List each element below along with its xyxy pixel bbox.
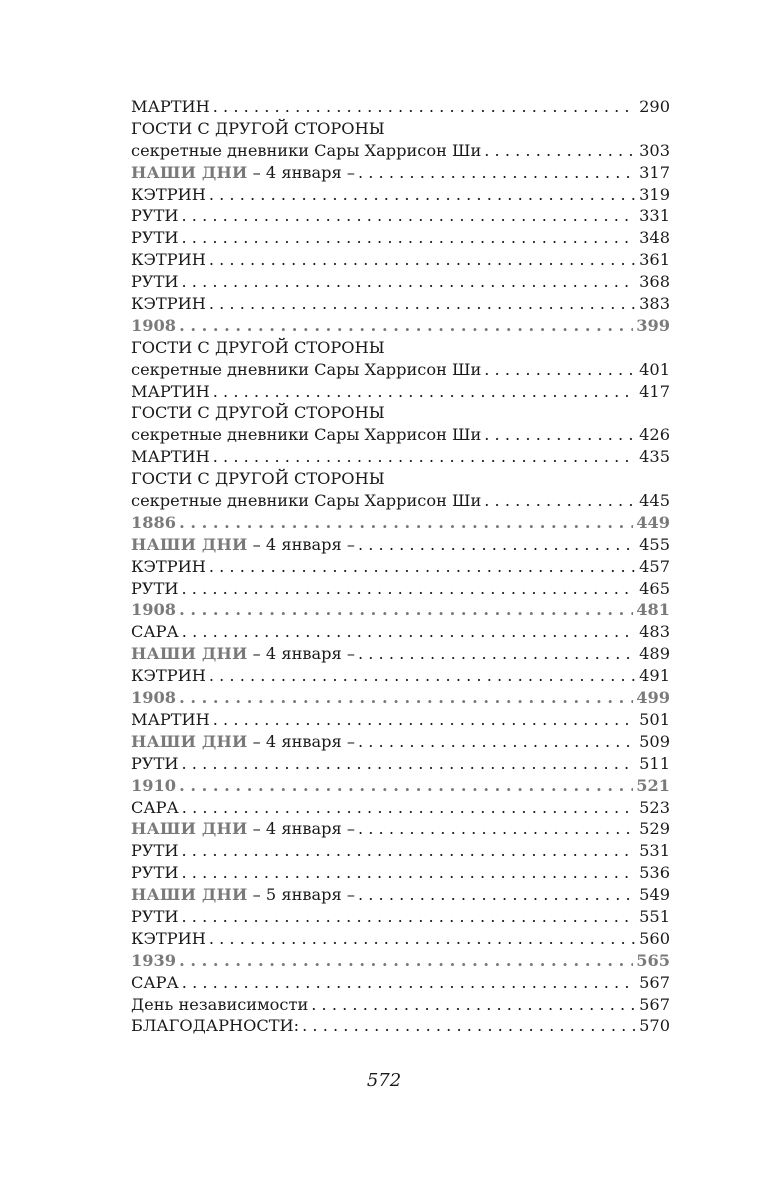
toc-entry-text: секретные дневники Сары Харрисон Ши: [131, 140, 482, 160]
toc-entry-lead: НАШИ ДНИ: [131, 162, 248, 182]
toc-entry: [131, 687, 670, 709]
toc-entry-title: [131, 599, 176, 621]
toc-entry-title: [131, 797, 179, 819]
toc-entry-page: 549: [639, 885, 670, 905]
toc-leader-dots: [209, 928, 636, 950]
toc-entry-text: – 4 января –: [247, 819, 355, 839]
toc-entry-text: 1908: [131, 600, 177, 620]
toc-entry: [131, 884, 670, 906]
toc-entry-page: 501: [639, 709, 670, 729]
toc-entry: [131, 599, 670, 621]
toc-entry: [131, 840, 670, 862]
toc-entry-text: – 4 января –: [247, 731, 355, 751]
toc-entry: [131, 1015, 670, 1037]
toc-entry-page: 536: [639, 863, 670, 883]
toc-entry: [131, 972, 670, 994]
toc-entry: [131, 249, 670, 271]
toc-entry: [131, 818, 670, 840]
toc-leader-dots: [358, 818, 636, 840]
toc-entry-page: 499: [636, 688, 670, 708]
toc-entry-title: [131, 118, 385, 140]
toc-entry-text: ГОСТИ С ДРУГОЙ СТОРОНЫ: [131, 337, 385, 357]
toc-entry: [131, 359, 670, 381]
toc-entry-title: [131, 578, 179, 600]
toc-entry-page: 399: [636, 315, 670, 335]
toc-entry-page: 417: [639, 381, 670, 401]
toc-entry: [131, 227, 670, 249]
toc-entry: [131, 556, 670, 578]
toc-leader-dots: [182, 621, 636, 643]
toc-entry-text: КЭТРИН: [131, 666, 206, 686]
toc-entry-text: МАРТИН: [131, 381, 210, 401]
toc-entry-text: КЭТРИН: [131, 928, 206, 948]
page-number: 572: [366, 1070, 402, 1091]
toc-entry: [131, 709, 670, 731]
toc-leader-dots: [179, 950, 633, 972]
toc-entry-text: ГОСТИ С ДРУГОЙ СТОРОНЫ: [131, 403, 385, 423]
toc-entry-text: 1910: [131, 775, 177, 795]
toc-leader-dots: [358, 643, 636, 665]
toc-entry: [131, 731, 670, 753]
toc-entry-title: [131, 534, 355, 556]
toc-entry: [131, 184, 670, 206]
toc-entry-text: МАРТИН: [131, 97, 210, 116]
toc-entry-lead: НАШИ ДНИ: [131, 819, 248, 839]
toc-entry-page: 401: [639, 359, 670, 379]
toc-entry: [131, 950, 670, 972]
toc-leader-dots: [209, 249, 636, 271]
toc-leader-dots: [182, 227, 637, 249]
toc-entry-page: 361: [639, 250, 670, 270]
toc-entry-text: – 4 января –: [247, 162, 355, 182]
toc-entry-title: [131, 424, 481, 446]
toc-entry: [131, 162, 670, 184]
toc-entry-title: [131, 468, 385, 490]
toc-leader-dots: [358, 162, 636, 184]
toc-entry-text: День независимости: [131, 994, 309, 1014]
toc-entry-lead: НАШИ ДНИ: [131, 885, 248, 905]
toc-leader-dots: [213, 381, 636, 403]
toc-entry-text: – 4 января –: [247, 534, 355, 554]
toc-entry-text: ГОСТИ С ДРУГОЙ СТОРОНЫ: [131, 469, 385, 489]
toc-leader-dots: [209, 184, 636, 206]
toc-entry-page: 348: [639, 228, 670, 248]
toc-entry-title: [131, 709, 210, 731]
toc-entry: [131, 862, 670, 884]
toc-entry-page: 435: [639, 447, 670, 467]
toc-entry-page: 303: [639, 140, 670, 160]
toc-leader-dots: [358, 884, 636, 906]
toc-entry: [131, 96, 670, 118]
toc-entry-title: [131, 293, 206, 315]
toc-leader-dots: [179, 599, 633, 621]
toc-leader-dots: [302, 1015, 636, 1037]
toc-entry-title: [131, 753, 179, 775]
toc-entry: [131, 534, 670, 556]
toc-entry-page: 551: [639, 906, 670, 926]
table-of-contents: [131, 96, 670, 1037]
toc-leader-dots: [213, 96, 636, 118]
toc-entry-page: 317: [639, 162, 670, 182]
toc-entry-title: [131, 249, 206, 271]
toc-entry-text: МАРТИН: [131, 709, 210, 729]
toc-entry: [131, 337, 670, 359]
toc-entry-text: КЭТРИН: [131, 250, 206, 270]
toc-entry-page: 426: [639, 425, 670, 445]
toc-entry-title: [131, 381, 210, 403]
toc-leader-dots: [179, 687, 633, 709]
toc-entry-page: 368: [639, 272, 670, 292]
toc-entry-page: 567: [639, 972, 670, 992]
toc-entry-text: ГОСТИ С ДРУГОЙ СТОРОНЫ: [131, 118, 385, 138]
toc-entry-title: [131, 337, 385, 359]
toc-entry-title: [131, 906, 179, 928]
toc-entry-title: [131, 490, 481, 512]
toc-entry: [131, 315, 670, 337]
toc-entry: [131, 665, 670, 687]
toc-entry-title: [131, 687, 176, 709]
toc-entry-text: РУТИ: [131, 228, 179, 248]
toc-entry-text: 1908: [131, 315, 177, 335]
toc-leader-dots: [182, 906, 637, 928]
toc-entry: [131, 446, 670, 468]
toc-entry: [131, 643, 670, 665]
toc-entry-text: САРА: [131, 797, 179, 817]
toc-leader-dots: [182, 840, 637, 862]
toc-entry-text: БЛАГОДАРНОСТИ:: [131, 1016, 300, 1036]
toc-entry-title: [131, 950, 176, 972]
toc-leader-dots: [182, 797, 636, 819]
toc-entry-text: секретные дневники Сары Харрисон Ши: [131, 359, 482, 379]
toc-entry: [131, 424, 670, 446]
toc-entry-title: [131, 184, 206, 206]
toc-entry-text: секретные дневники Сары Харрисон Ши: [131, 491, 482, 511]
toc-leader-dots: [358, 534, 636, 556]
toc-leader-dots: [484, 140, 636, 162]
toc-entry: [131, 994, 670, 1016]
toc-entry-page: 509: [639, 731, 670, 751]
toc-entry-lead: НАШИ ДНИ: [131, 644, 248, 664]
toc-entry: [131, 402, 670, 424]
toc-entry-page: 531: [639, 841, 670, 861]
toc-entry-text: 1908: [131, 688, 177, 708]
toc-entry: [131, 118, 670, 140]
toc-leader-dots: [182, 578, 637, 600]
toc-entry-page: 560: [639, 928, 670, 948]
toc-entry-text: РУТИ: [131, 578, 179, 598]
toc-entry-title: [131, 227, 179, 249]
toc-entry-page: 331: [639, 206, 670, 226]
toc-entry: [131, 928, 670, 950]
toc-entry: [131, 205, 670, 227]
toc-leader-dots: [358, 731, 636, 753]
toc-entry-text: КЭТРИН: [131, 556, 206, 576]
toc-entry-page: 570: [639, 1016, 670, 1036]
toc-entry: [131, 512, 670, 534]
toc-entry-title: [131, 140, 481, 162]
toc-entry: [131, 753, 670, 775]
toc-entry-page: 567: [639, 994, 670, 1014]
toc-entry-page: 449: [636, 512, 670, 532]
toc-entry: [131, 140, 670, 162]
toc-leader-dots: [182, 972, 636, 994]
toc-leader-dots: [179, 512, 633, 534]
toc-entry: [131, 271, 670, 293]
toc-leader-dots: [484, 424, 636, 446]
toc-entry-title: [131, 928, 206, 950]
toc-entry-page: 511: [639, 753, 670, 773]
toc-entry-text: САРА: [131, 972, 179, 992]
toc-entry-title: [131, 994, 308, 1016]
toc-entry-title: [131, 271, 179, 293]
toc-leader-dots: [311, 994, 636, 1016]
toc-entry-page: 457: [639, 556, 670, 576]
toc-entry: [131, 775, 670, 797]
toc-leader-dots: [182, 753, 637, 775]
toc-entry: [131, 381, 670, 403]
toc-entry-page: 521: [636, 775, 670, 795]
toc-entry: [131, 490, 670, 512]
toc-entry-text: КЭТРИН: [131, 184, 206, 204]
toc-entry-text: КЭТРИН: [131, 294, 206, 314]
toc-entry-title: [131, 359, 481, 381]
toc-leader-dots: [213, 709, 636, 731]
toc-entry-title: [131, 731, 355, 753]
toc-entry: [131, 468, 670, 490]
toc-entry-title: [131, 315, 176, 337]
toc-entry: [131, 906, 670, 928]
toc-entry: [131, 797, 670, 819]
toc-entry-title: [131, 972, 179, 994]
toc-entry-page: 445: [639, 491, 670, 511]
toc-entry-text: РУТИ: [131, 753, 179, 773]
toc-entry-lead: НАШИ ДНИ: [131, 731, 248, 751]
toc-entry-text: – 5 января –: [247, 885, 355, 905]
toc-entry-title: [131, 775, 176, 797]
toc-entry: [131, 293, 670, 315]
toc-entry-title: [131, 402, 385, 424]
toc-entry-page: 481: [636, 600, 670, 620]
toc-entry-title: [131, 205, 179, 227]
toc-entry-page: 523: [639, 797, 670, 817]
toc-entry-text: МАРТИН: [131, 447, 210, 467]
toc-leader-dots: [209, 665, 636, 687]
toc-entry-page: 319: [639, 184, 670, 204]
toc-entry-text: – 4 января –: [247, 644, 355, 664]
toc-entry-text: 1939: [131, 950, 177, 970]
toc-leader-dots: [484, 359, 636, 381]
toc-entry-page: 383: [639, 294, 670, 314]
toc-entry-page: 483: [639, 622, 670, 642]
toc-entry-page: 491: [639, 666, 670, 686]
toc-entry-text: секретные дневники Сары Харрисон Ши: [131, 425, 482, 445]
toc-entry-title: [131, 862, 179, 884]
toc-entry-title: [131, 96, 210, 118]
toc-entry-page: 529: [639, 819, 670, 839]
toc-entry-page: 455: [639, 534, 670, 554]
toc-leader-dots: [213, 446, 636, 468]
toc-entry-text: РУТИ: [131, 272, 179, 292]
toc-entry: [131, 621, 670, 643]
toc-leader-dots: [484, 490, 636, 512]
toc-entry-text: САРА: [131, 622, 179, 642]
toc-entry-text: РУТИ: [131, 206, 179, 226]
toc-entry-page: 565: [636, 950, 670, 970]
toc-entry-title: [131, 818, 355, 840]
toc-entry-title: [131, 643, 355, 665]
toc-entry-title: [131, 884, 355, 906]
toc-entry-text: РУТИ: [131, 841, 179, 861]
toc-entry-page: 465: [639, 578, 670, 598]
toc-entry-text: РУТИ: [131, 906, 179, 926]
toc-leader-dots: [209, 556, 636, 578]
toc-entry-lead: НАШИ ДНИ: [131, 534, 248, 554]
toc-entry-page: 489: [639, 644, 670, 664]
toc-entry-text: РУТИ: [131, 863, 179, 883]
toc-leader-dots: [179, 315, 633, 337]
toc-entry-title: [131, 840, 179, 862]
toc-leader-dots: [182, 271, 637, 293]
toc-entry-title: [131, 446, 210, 468]
toc-entry-title: [131, 621, 179, 643]
toc-leader-dots: [209, 293, 636, 315]
toc-entry-title: [131, 1015, 299, 1037]
toc-entry-page: 290: [639, 97, 670, 116]
toc-entry-title: [131, 665, 206, 687]
toc-entry-text: 1886: [131, 512, 177, 532]
toc-entry: [131, 578, 670, 600]
toc-entry-title: [131, 162, 355, 184]
toc-leader-dots: [182, 862, 637, 884]
toc-leader-dots: [179, 775, 633, 797]
toc-leader-dots: [182, 205, 637, 227]
toc-entry-title: [131, 512, 176, 534]
toc-entry-title: [131, 556, 206, 578]
